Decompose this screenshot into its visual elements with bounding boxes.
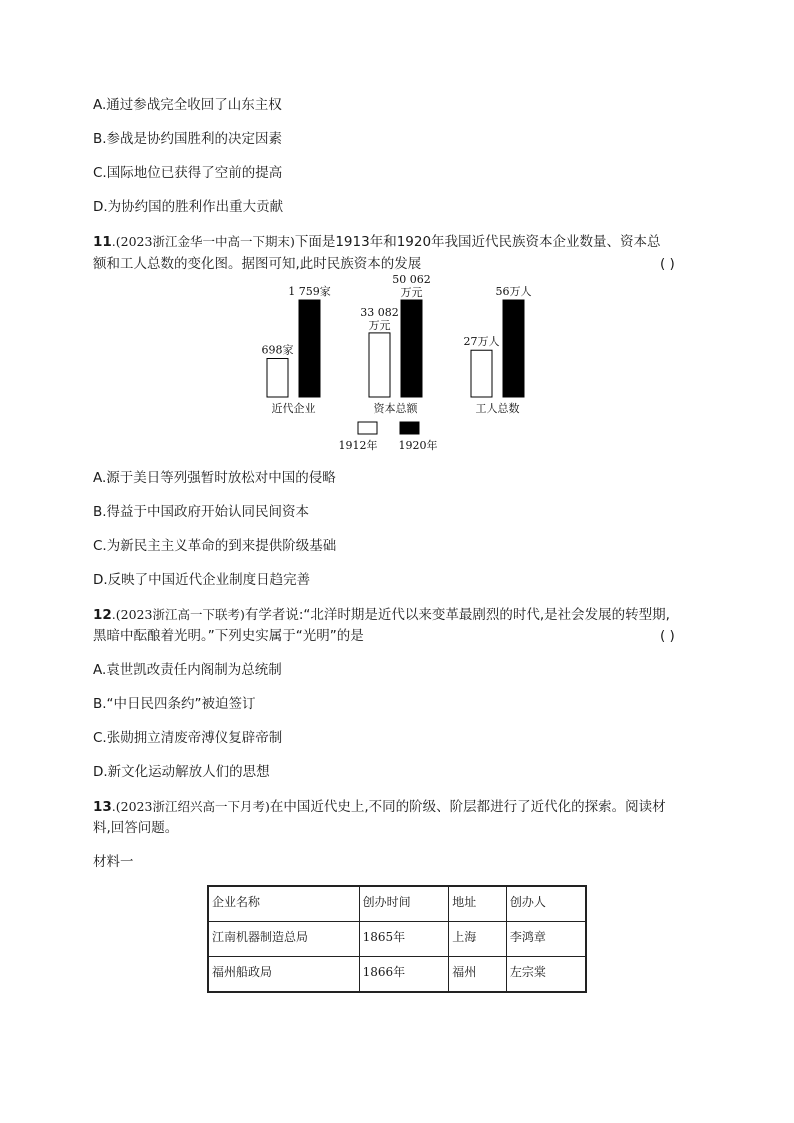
table-header-cell: 地址 [449,886,507,922]
bar [471,350,492,397]
q11-number: 11 [93,234,112,250]
q10-option-d: D.为协约国的胜利作出重大贡献 [93,199,284,215]
data-label: 50 062 [392,273,431,286]
q11-option-c: C.为新民主主义革命的到来提供阶级基础 [93,538,337,554]
table-header-cell: 企业名称 [208,886,359,922]
material-label: 材料一 [93,854,134,870]
legend-label: 1912年 [338,439,378,452]
q11-source: .(2023浙江金华一中高一下期末) [111,234,295,249]
q12-source: .(2023浙江高一下联考) [111,607,245,622]
table-header-cell: 创办时间 [359,886,449,922]
data-label-unit: 万元 [368,318,391,332]
q12-stem-line1 [93,605,670,625]
table-cell: 福州船政局 [208,957,359,993]
q11-answer-paren: ( ) [660,256,675,272]
bar [503,300,524,397]
bar [267,359,288,397]
category-label: 工人总数 [475,402,520,415]
data-label: 56万人 [495,285,532,298]
q11-stem-text: 下面是1913年和1920年我国近代民族资本企业数量、资本总 [294,234,661,250]
table-cell: 江南机器制造总局 [208,922,359,957]
enterprise-chart [255,273,532,457]
bar [299,300,320,397]
category-label: 近代企业 [271,402,316,415]
q12-option-a: A.袁世凯改责任内阁制为总统制 [93,662,282,678]
table-row [208,957,586,993]
data-label: 33 082 [360,305,399,319]
q13-number: 13 [93,799,112,815]
q12-option-d: D.新文化运动解放人们的思想 [93,764,270,780]
q10-option-a: A.通过参战完全收回了山东主权 [93,97,282,113]
data-label: 1 759家 [288,285,331,298]
enterprise-chart-svg [255,273,532,457]
q12-option-c: C.张勋拥立清废帝溥仪复辟帝制 [93,730,283,746]
q11-option-b: B.得益于中国政府开始认同民间资本 [93,504,310,520]
legend-swatch [400,422,419,434]
legend-swatch [358,422,377,434]
table-cell: 上海 [449,922,507,957]
enterprise-table [207,885,587,993]
q11-stem-line1 [93,232,661,252]
data-label: 27万人 [463,335,500,349]
q10-option-b: B.参战是协约国胜利的决定因素 [93,131,283,147]
q13-stem-line2: 料,回答问题。 [93,820,179,836]
q12-stem-line2: 黑暗中酝酿着光明。”下列史实属于“光明”的是 [93,628,364,644]
table-cell: 李鸿章 [506,922,586,957]
q12-stem-text: 有学者说:“北洋时期是近代以来变革最剧烈的时代,是社会发展的转型期, [244,607,670,623]
q12-number: 12 [93,607,112,623]
table-cell: 福州 [449,957,507,993]
legend-label: 1920年 [398,439,438,452]
table-header-row [208,886,586,922]
data-label: 698家 [261,343,294,357]
table-cell: 1866年 [359,957,449,993]
q11-stem-line2: 额和工人总数的变化图。据图可知,此时民族资本的发展 [93,256,422,272]
q12-option-b: B.“中日民四条约”被迫签订 [93,696,256,712]
q12-answer-paren: ( ) [660,628,675,644]
q11-option-d: D.反映了中国近代企业制度日趋完善 [93,572,311,588]
table-cell: 1865年 [359,922,449,957]
q13-source: .(2023浙江绍兴高一下月考) [111,799,270,814]
q10-option-c: C.国际地位已获得了空前的提高 [93,165,283,181]
bar [401,300,422,397]
table-header-cell: 创办人 [506,886,586,922]
category-label: 资本总额 [373,402,418,415]
q11-option-a: A.源于美日等列强暂时放松对中国的侵略 [93,470,336,486]
q13-stem-text: 在中国近代史上,不同的阶级、阶层都进行了近代化的探索。阅读材 [269,799,666,815]
q13-stem-line1 [93,797,666,817]
data-label-unit: 万元 [400,286,423,299]
table-cell: 左宗棠 [506,957,586,993]
bar [369,333,390,397]
table-row [208,922,586,957]
